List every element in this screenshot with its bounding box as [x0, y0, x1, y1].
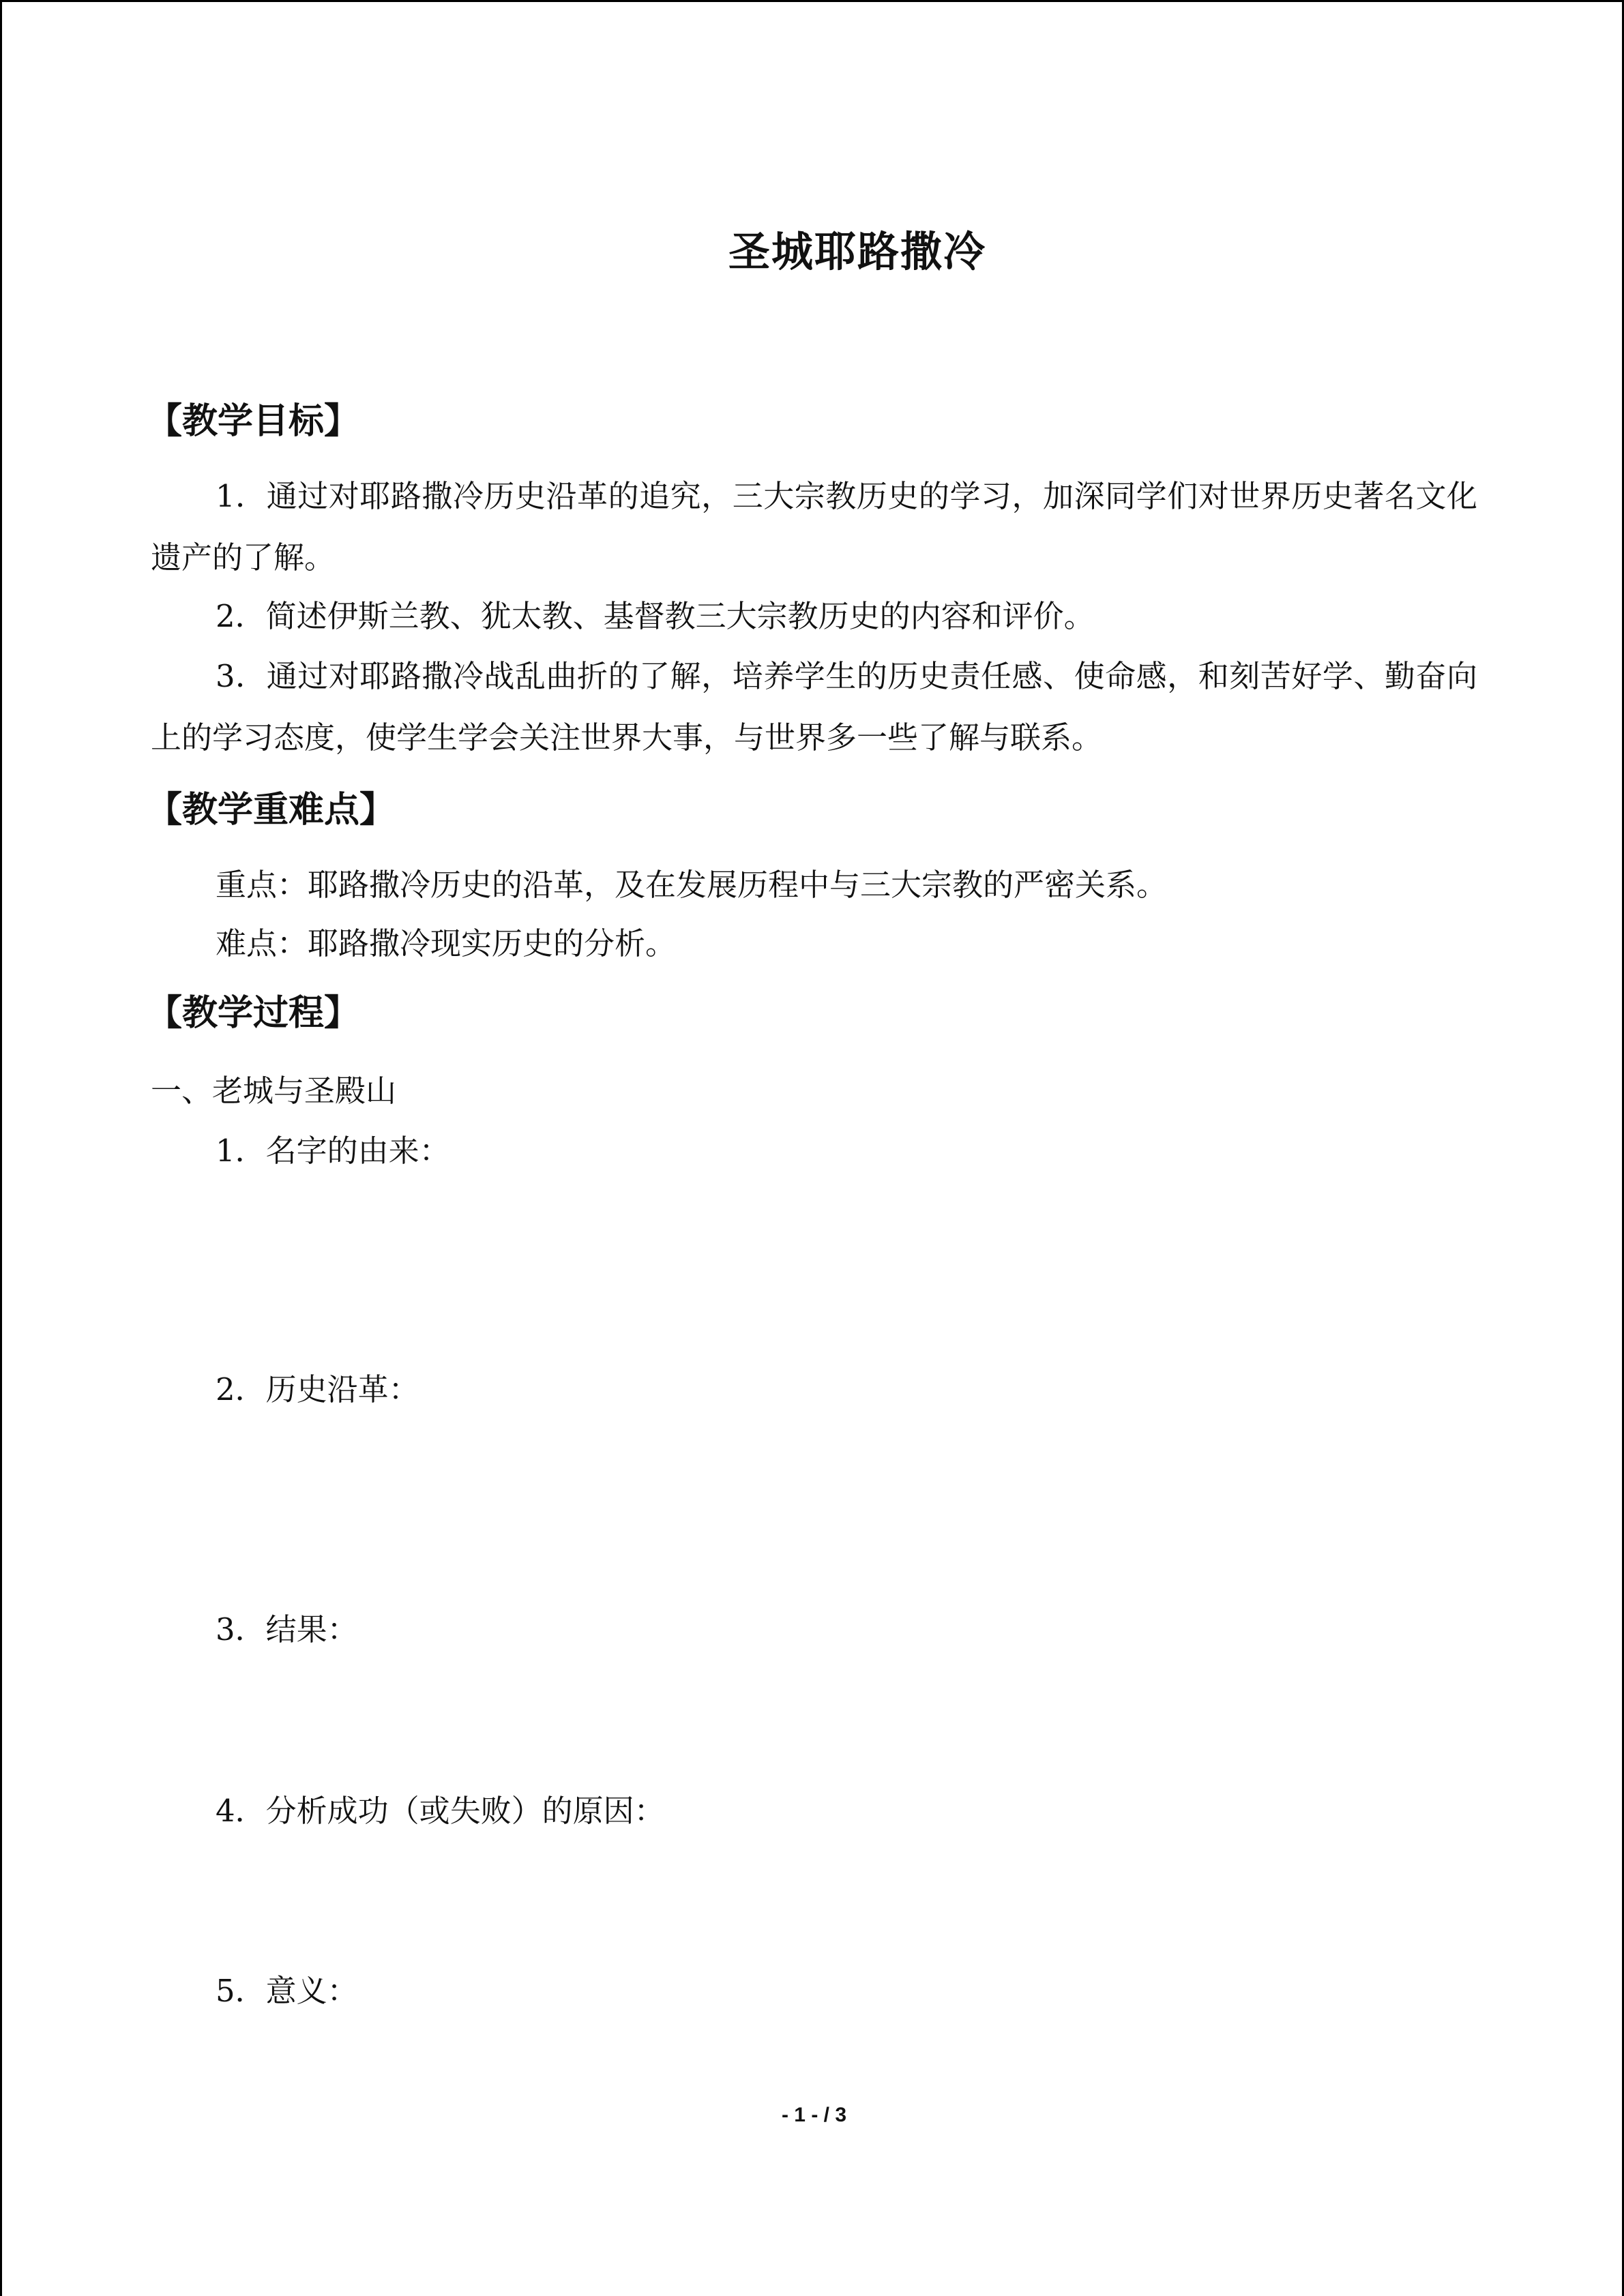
key-point-text: 重点：耶路撒冷历史的沿革，及在发展历程中与三大宗教的严密关系。: [216, 867, 1168, 903]
process-step-1: 1．名字的由来：: [216, 1133, 450, 1169]
objectives-heading: 【教学目标】: [147, 401, 360, 442]
process-step-3: 3．结果：: [216, 1611, 358, 1648]
process-heading: 【教学过程】: [147, 993, 360, 1034]
process-step-5: 5．意义：: [216, 1973, 358, 2009]
part-one-title: 一、老城与圣殿山: [151, 1073, 397, 1109]
objective-item-1: 1．通过对耶路撒冷历史沿革的追究，三大宗教历史的学习，加深同学们对世界历史著名文化遗产的了解。: [151, 478, 1477, 576]
objective-item-3: 3．通过对耶路撒冷战乱曲折的了解，培养学生的历史责任感、使命感，和刻苦好学、勤奋向上的学习态度，使学生学会关注世界大事，与世界多一些了解与联系。: [151, 658, 1477, 756]
page-number: - 1 - / 3: [781, 2104, 847, 2126]
objective-item-2: 2．简述伊斯兰教、犹太教、基督教三大宗教历史的内容和评价。: [216, 598, 1095, 634]
document-title: 圣城耶路撒冷: [728, 228, 987, 276]
key-points-heading: 【教学重难点】: [147, 790, 396, 831]
process-step-2: 2．历史沿革：: [216, 1371, 419, 1407]
difficult-point-text: 难点：耶路撒冷现实历史的分析。: [216, 925, 677, 961]
process-step-4: 4．分析成功（或失败）的原因：: [216, 1793, 665, 1829]
